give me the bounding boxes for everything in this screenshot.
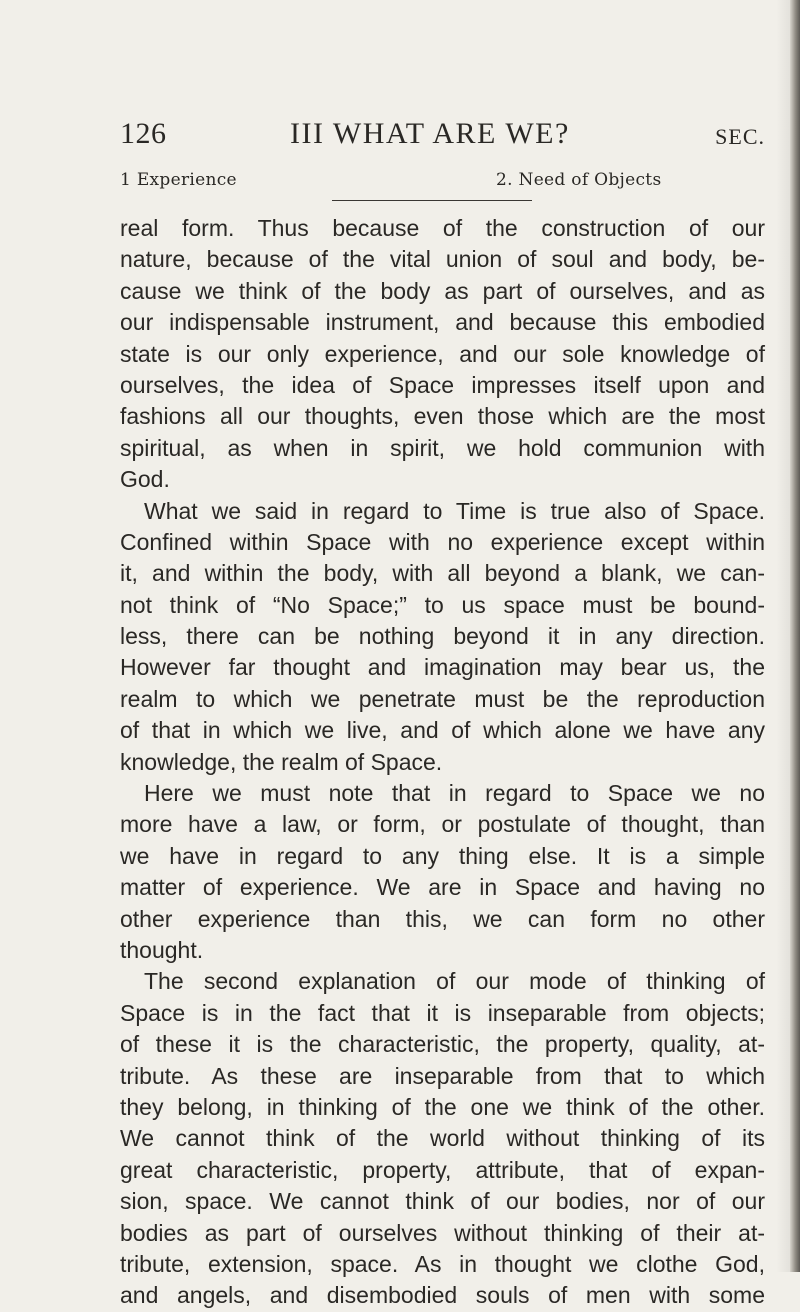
text-line: of these it is the characteristic, the property, quality, at-	[120, 1031, 765, 1058]
page-edge	[790, 0, 800, 1272]
text-line: God.	[120, 466, 170, 493]
text-line: real form. Thus because of the construction of our	[120, 215, 765, 241]
text-line: sion, space. We cannot think of our bodies, nor of our	[120, 1188, 765, 1215]
text-line: realm to which we penetrate must be the reproduction	[120, 685, 765, 712]
running-head	[120, 117, 765, 157]
text-line: knowledge, the realm of Space.	[120, 748, 443, 775]
text-line: thought.	[120, 936, 204, 963]
chapter-title: III WHAT ARE WE?	[290, 117, 570, 150]
text-line: Space is in the fact that it is inseparable from objects;	[120, 999, 765, 1026]
text-line: it, and within the body, with all beyond a blank, we can-	[120, 560, 765, 587]
text-line: less, there can be nothing beyond it in any direction.	[120, 623, 765, 650]
text-line: not think of “No Space;” to us space must be bound-	[120, 591, 765, 618]
text-line: they belong, in thinking of the one we think of the other.	[120, 1093, 765, 1120]
text-line: of that in which we live, and of which alone we have any	[120, 717, 765, 744]
text-line: more have a law, or form, or postulate of thought, than	[120, 811, 765, 838]
text-line: state is our only experience, and our sole knowledge of	[120, 340, 765, 367]
text-line: fashions all our thoughts, even those which are the most	[120, 403, 765, 430]
text-line: matter of experience. We are in Space and having no	[120, 874, 765, 901]
text-line: spiritual, as when in spirit, we hold communion with	[120, 434, 765, 461]
text-line: our indispensable instrument, and because this embodied	[120, 309, 765, 336]
text-line: bodies as part of ourselves without thinking of their at-	[120, 1219, 765, 1246]
text-line: great characteristic, property, attribute, that of expan-	[120, 1156, 765, 1183]
text-line: other experience than this, we can form no other	[120, 905, 765, 932]
text-line: tribute. As these are inseparable from that to which	[120, 1062, 765, 1089]
text-line: we have in regard to any thing else. It is a simple	[120, 842, 765, 869]
text-line: Here we must note that in regard to Space we no	[144, 780, 765, 807]
page-number: 126	[120, 117, 167, 150]
text-line: We cannot think of the world without thinking of its	[120, 1125, 765, 1152]
text-line: ourselves, the idea of Space impresses itself upon and	[120, 371, 765, 398]
text-line: and angels, and disembodied souls of men with some	[120, 1282, 765, 1309]
text-line: However far thought and imagination may bear us, the	[120, 654, 765, 681]
text-line: Confined within Space with no experience except within	[120, 528, 765, 555]
section-label: SEC.	[715, 124, 765, 149]
sidenote-experience: 1 Experience	[120, 170, 237, 190]
body-text	[120, 213, 765, 1312]
header-rule	[332, 200, 532, 201]
page-shadow	[776, 0, 790, 1272]
sidenote-need-of-objects: 2. Need of Objects	[496, 170, 662, 190]
text-line: What we said in regard to Time is true also of Space.	[144, 497, 765, 524]
text-line: The second explanation of our mode of thinking of	[144, 968, 765, 995]
text-line: nature, because of the vital union of soul and body, be-	[120, 246, 765, 273]
text-line: cause we think of the body as part of ourselves, and as	[120, 277, 765, 304]
text-line: tribute, extension, space. As in thought we clothe God,	[120, 1250, 765, 1277]
